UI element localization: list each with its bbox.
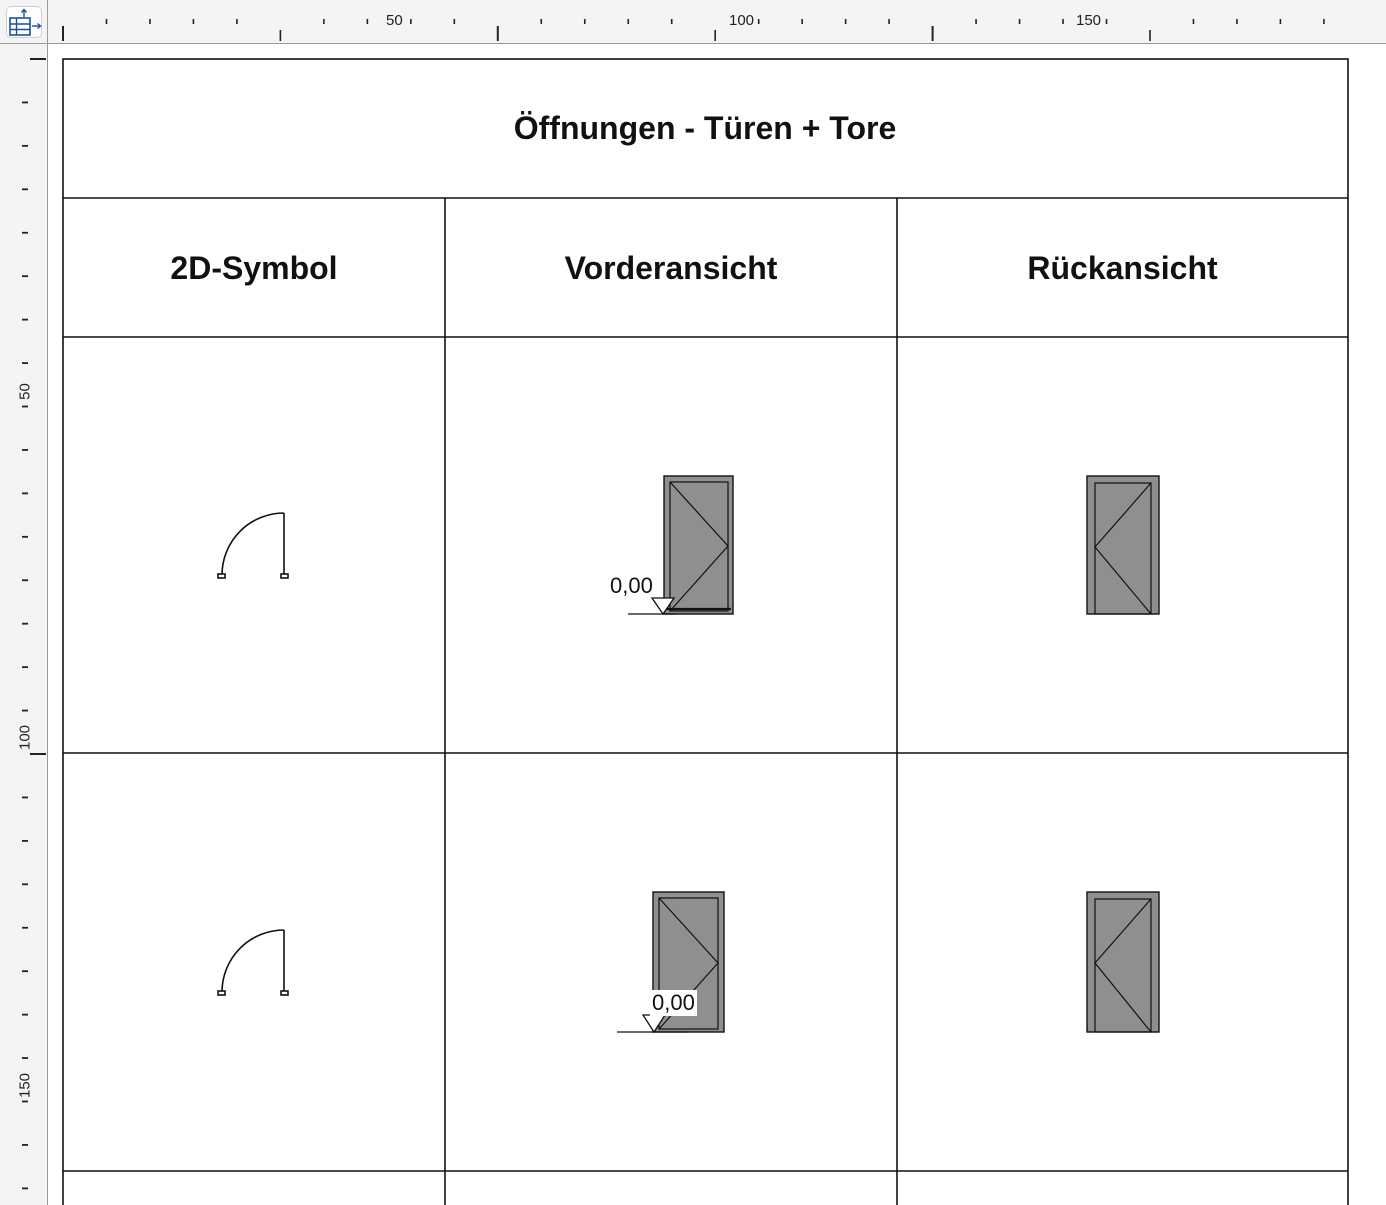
door-plan-symbol[interactable]: [218, 513, 288, 578]
table-title: Öffnungen - Türen + Tore: [513, 110, 897, 146]
ruler-corner: [0, 0, 48, 44]
column-header-front-view: Vorderansicht: [564, 250, 778, 286]
door-back-elevation[interactable]: [1087, 892, 1159, 1032]
ruler-label-50: 50: [386, 12, 403, 29]
ruler-label-left-100: 100: [16, 724, 34, 751]
ruler-label-left-150: 150: [16, 1072, 34, 1099]
column-header-2d-symbol: 2D-Symbol: [170, 250, 338, 286]
table-settings-icon: [7, 7, 43, 39]
column-header-back-view: Rückansicht: [1027, 250, 1218, 286]
door-front-elevation[interactable]: [664, 476, 733, 614]
ruler-label-150: 150: [1076, 12, 1102, 29]
level-label: 0,00: [610, 573, 653, 598]
ruler-label-left-50: 50: [16, 383, 34, 400]
level-label: 0,00: [652, 990, 695, 1015]
table-settings-button[interactable]: [6, 6, 42, 38]
door-back-elevation[interactable]: [1087, 476, 1159, 614]
ruler-label-100: 100: [729, 12, 755, 29]
door-plan-symbol[interactable]: [218, 930, 288, 995]
